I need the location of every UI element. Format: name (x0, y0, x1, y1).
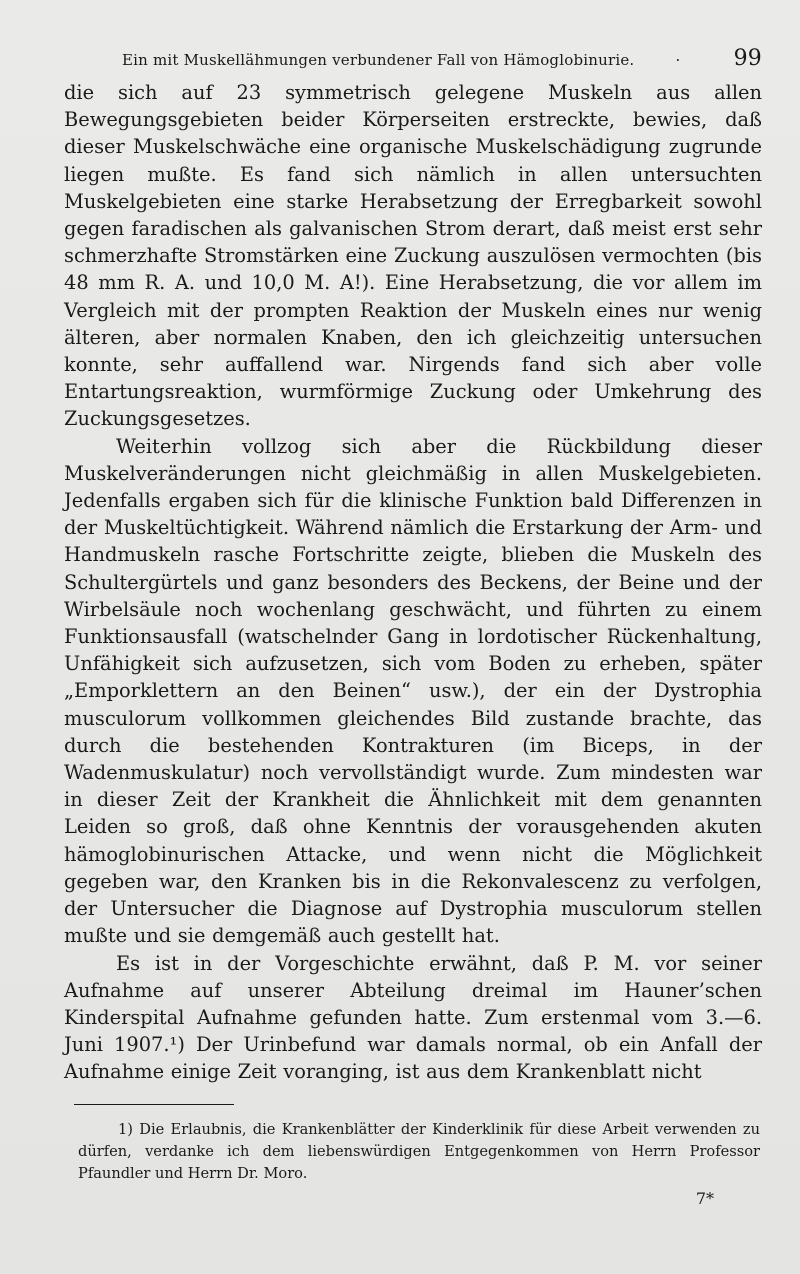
signature-mark: 7* (695, 1188, 714, 1208)
footnote-rule (74, 1104, 234, 1105)
page-number: 99 (733, 46, 762, 71)
paragraph-3: Es ist in der Vorgeschichte erwähnt, daß P. M. vor seiner Aufnahme auf unserer Abteilung dreimal im Hauner’schen Kinderspital Aufnahme gefunden hatte. Zum erstenmal vom 3.—6. Juni 1907.¹) Der Urinbefund war damals normal, ob ein Anfall der Aufnahme einige Zeit voranging, ist aus dem Krankenblatt nicht (64, 951, 762, 1084)
body-text (64, 79, 762, 1086)
paragraph-2: Weiterhin vollzog sich aber die Rückbildung dieser Muskelveränderungen nicht gleichmäßig in allen Muskelgebieten. Jedenfalls ergaben sich für die klinische Funktion bald Differenzen in der Muskeltüchtigkeit. Während nämlich die Erstarkung der Arm- und Handmuskeln rasche Fortschritte zeigte, blieben die Muskeln des Schultergürtels und ganz besonders des Beckens, der Beine und der Wirbelsäule noch wochenlang geschwächt, und führten zu einem Funktionsausfall (watschelnder Gang in lordotischer Rückenhaltung, Unfähigkeit sich aufzusetzen, sich vom Boden zu erheben, später „Emporklettern an den Beinen“ usw.), der ein der Dystrophia musculorum vollkommen gleichendes Bild zustande brachte, das durch die bestehenden Kontrakturen (im Biceps, in der Wadenmuskulatur) noch vervollständigt wurde. Zum mindesten war in dieser Zeit der Krankheit die Ähnlichkeit mit dem genannten Leiden so groß, daß ohne Kenntnis der vorausgehenden akuten hämoglobinurischen Attacke, und wenn nicht die Möglichkeit gegeben war, den Kranken bis in die Rekonvalescenz zu verfolgen, der Untersucher die Diagnose auf Dystrophia musculorum stellen mußte und sie demgemäß auch gestellt hat. (64, 434, 762, 948)
running-title: Ein mit Muskellähmungen verbundener Fall von Hämoglobinurie. (122, 51, 635, 69)
paragraph-1: die sich auf 23 symmetrisch gelegene Muskeln aus allen Bewegungsgebieten beider Körperseiten erstreckte, bewies, daß dieser Muskelschwäche eine organische Muskelschädigung zugrunde liegen mußte. Es fand sich nämlich in allen untersuchten Muskelgebieten eine starke Herabsetzung der Erregbarkeit sowohl gegen faradischen als galvanischen Strom derart, daß meist erst sehr schmerzhafte Stromstärken eine Zuckung auszulösen vermochten (bis 48 mm R. A. und 10,0 M. A!). Eine Herabsetzung, die vor allem im Vergleich mit der prompten Reaktion der Muskeln eines nur wenig älteren, aber normalen Knaben, den ich gleichzeitig untersuchen konnte, sehr auffallend war. Nirgends fand sich aber volle Entartungsreaktion, wurmförmige Zuckung oder Umkehrung des Zuckungsgesetzes. (64, 81, 762, 431)
header-separator: · (675, 51, 681, 69)
running-head (64, 46, 762, 71)
footnote: 1) Die Erlaubnis, die Krankenblätter der Kinderklinik für diese Arbeit verwenden zu dürfen, verdanke ich dem liebenswürdigen Entgegenkommen von Herrn Professor Pfaundler und Herrn Dr. Moro. (78, 1120, 760, 1182)
